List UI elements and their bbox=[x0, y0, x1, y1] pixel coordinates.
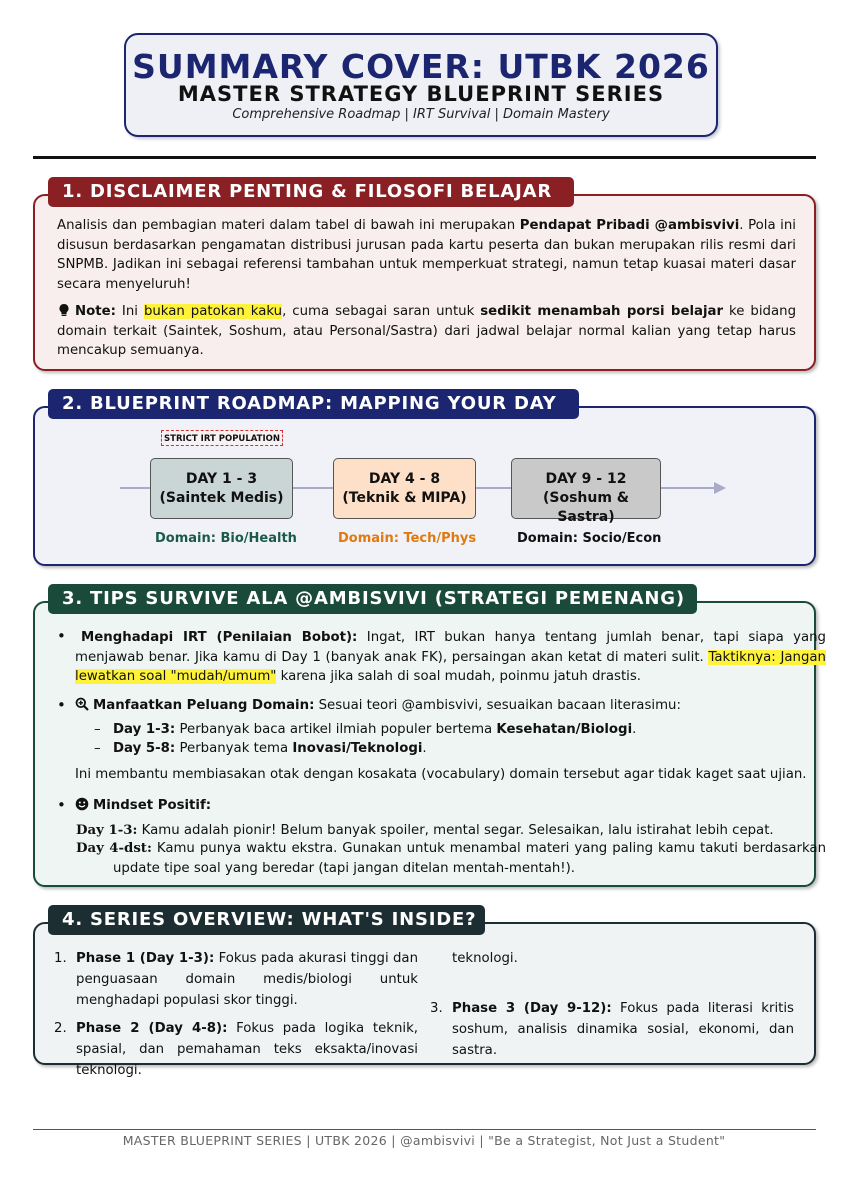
mindset-text: Kamu adalah pionir! Belum banyak spoiler, mental segar. Selesaikan, lalu istirahat lebih cepat. bbox=[137, 823, 774, 838]
mindset-day1-3 bbox=[76, 821, 796, 841]
bullet-dot: • bbox=[57, 796, 66, 814]
phase-label: Phase 2 (Day 4-8): bbox=[76, 1021, 228, 1036]
note-paragraph bbox=[57, 302, 796, 361]
tip-irt-end: karena jika salah di soal mudah, poinmu jatuh drastis. bbox=[276, 669, 642, 684]
list-number: 3. bbox=[430, 1001, 443, 1016]
tip-domain bbox=[75, 696, 826, 716]
phase-text: Fokus pada literasi kritis soshum, analisis dinamika sosial, ekonomi, dan sastra. bbox=[452, 1001, 794, 1058]
domain-label-1: Domain: Bio/Health bbox=[155, 531, 297, 546]
note-bold: sedikit menambah porsi belajar bbox=[480, 304, 724, 319]
sub-label: Day 5-8: bbox=[113, 741, 176, 756]
domain-label-3: Domain: Socio/Econ bbox=[517, 531, 662, 546]
sub-label: Day 1-3: bbox=[113, 722, 176, 737]
phase-2-item bbox=[76, 1018, 418, 1078]
sub-bold: Inovasi/Teknologi bbox=[292, 741, 423, 756]
note-label: Note: bbox=[75, 304, 116, 319]
bullet-dot: • bbox=[57, 696, 66, 714]
mindset-day4-dst bbox=[76, 839, 826, 878]
sub-text: Perbanyak tema bbox=[175, 741, 293, 756]
sub-item-day1-3 bbox=[113, 720, 636, 740]
footer-text: MASTER BLUEPRINT SERIES | UTBK 2026 | @ambisvivi | "Be a Strategist, Not Just a Student" bbox=[122, 1133, 726, 1148]
mindset-label: Day 4-dst: bbox=[76, 841, 152, 856]
phase-text: Fokus pada logika teknik, spasial, dan pemahaman teks eksakta/inovasi teknologi. bbox=[76, 1021, 418, 1078]
disclaimer-paragraph bbox=[57, 216, 796, 294]
disclaimer-section bbox=[33, 194, 816, 371]
phase-label: Phase 1 (Day 1-3): bbox=[76, 951, 215, 966]
lightbulb-icon bbox=[57, 303, 71, 317]
dash-marker: – bbox=[94, 722, 101, 737]
sub-end: . bbox=[632, 722, 637, 737]
phase-2-continuation: teknologi. bbox=[452, 951, 518, 966]
smiley-icon bbox=[75, 797, 89, 811]
tip-irt bbox=[75, 628, 826, 687]
overview-heading: 4. SERIES OVERVIEW: WHAT'S INSIDE? bbox=[48, 905, 485, 935]
tip-domain-after: Ini membantu membiasakan otak dengan kosakata (vocabulary) domain tersebut agar tidak kaget saat ujian. bbox=[75, 767, 807, 782]
list-number: 1. bbox=[54, 951, 67, 966]
disclaimer-text-rest: . Pola ini disusun berdasarkan pengamatan distribusi jurusan pada kartu peserta dan bukan merupakan rilis resmi dari SNPMB. Jadikan ini sebagai referensi tambahan untuk memperkuat strategi, namun tetap kuasai materi dasar secara menyeluruh! bbox=[57, 218, 796, 292]
title-divider bbox=[33, 156, 816, 159]
tip-irt-highlight: Taktiknya: Jangan lewatkan soal "mudah/umum" bbox=[75, 649, 826, 684]
phase-label: Phase 3 (Day 9-12): bbox=[452, 1001, 612, 1016]
sub-bold: Kesehatan/Biologi bbox=[496, 722, 633, 737]
day-name: (Soshum & Sastra) bbox=[542, 490, 630, 525]
note-text-2: , cuma sebagai saran untuk bbox=[282, 304, 481, 319]
domain-label-2: Domain: Tech/Phys bbox=[338, 531, 477, 546]
sub-end: . bbox=[422, 741, 427, 756]
sub-item-day5-8 bbox=[113, 739, 427, 759]
footer-divider bbox=[33, 1129, 816, 1130]
day-range: DAY 9 - 12 bbox=[545, 471, 627, 487]
disclaimer-heading: 1. DISCLAIMER PENTING & FILOSOFI BELAJAR bbox=[48, 177, 574, 207]
bullet-dot: • bbox=[57, 627, 66, 645]
phase-1-item bbox=[76, 948, 418, 1011]
magnifier-plus-icon bbox=[75, 697, 89, 711]
sub-text: Perbanyak baca artikel ilmiah populer bertema bbox=[175, 722, 497, 737]
note-highlight: bukan patokan kaku bbox=[143, 304, 283, 319]
disclaimer-text: Analisis dan pembagian materi dalam tabel di bawah ini merupakan bbox=[57, 218, 520, 233]
note-text: Ini bbox=[115, 304, 144, 319]
list-number: 2. bbox=[54, 1021, 67, 1036]
phase-3-item bbox=[452, 998, 794, 1061]
page-title: SUMMARY COVER: UTBK 2026 bbox=[132, 47, 710, 86]
day-box-3 bbox=[511, 458, 661, 525]
note-text-3: ke bidang domain terkait (Saintek, Soshum, atau Personal/Sastra) dari jadwal belajar normal kalian yang tetap harus mencakup semuanya. bbox=[57, 304, 797, 358]
tip-domain-label: Manfaatkan Peluang Domain: bbox=[93, 698, 315, 713]
page-subtitle: MASTER STRATEGY BLUEPRINT SERIES bbox=[177, 82, 665, 106]
tip-mindset bbox=[75, 796, 826, 816]
tip-domain-text: Sesuai teori @ambisvivi, sesuaikan bacaan literasimu: bbox=[314, 698, 681, 713]
strict-irt-badge: STRICT IRT POPULATION bbox=[161, 430, 283, 446]
day-name: (Saintek Medis) bbox=[159, 490, 284, 506]
day-box-2 bbox=[333, 458, 476, 519]
page-tagline: Comprehensive Roadmap | IRT Survival | Domain Mastery bbox=[232, 107, 610, 122]
disclaimer-author: Pendapat Pribadi @ambisvivi bbox=[519, 218, 740, 233]
dash-marker: – bbox=[94, 741, 101, 756]
tip-irt-label: Menghadapi IRT (Penilaian Bobot): bbox=[81, 630, 358, 645]
phase-text: Fokus pada akurasi tinggi dan penguasaan domain medis/biologi untuk menghadapi populasi skor tinggi. bbox=[76, 951, 418, 1008]
day-name: (Teknik & MIPA) bbox=[342, 490, 467, 506]
roadmap-heading: 2. BLUEPRINT ROADMAP: MAPPING YOUR DAY bbox=[48, 389, 579, 419]
tip-mindset-label: Mindset Positif: bbox=[93, 798, 212, 813]
day-box-1 bbox=[150, 458, 293, 519]
day-range: DAY 4 - 8 bbox=[368, 471, 441, 487]
title-box bbox=[124, 33, 718, 137]
tip-irt-text: Ingat, IRT bukan hanya tentang jumlah benar, tapi siapa yang menjawab benar. Jika kamu di Day 1 (banyak anak FK), persaingan akan ketat di materi sulit. bbox=[75, 630, 826, 665]
timeline-arrow-head-icon bbox=[714, 482, 726, 494]
mindset-label: Day 1-3: bbox=[76, 823, 138, 838]
mindset-text: Kamu punya waktu ekstra. Gunakan untuk menambal materi yang paling kamu takuti berdasarkan update tipe soal yang beredar (tapi jangan ditelan mentah-mentah!). bbox=[113, 841, 826, 876]
tips-heading: 3. TIPS SURVIVE ALA @AMBISVIVI (STRATEGI PEMENANG) bbox=[48, 584, 697, 614]
day-range: DAY 1 - 3 bbox=[185, 471, 258, 487]
